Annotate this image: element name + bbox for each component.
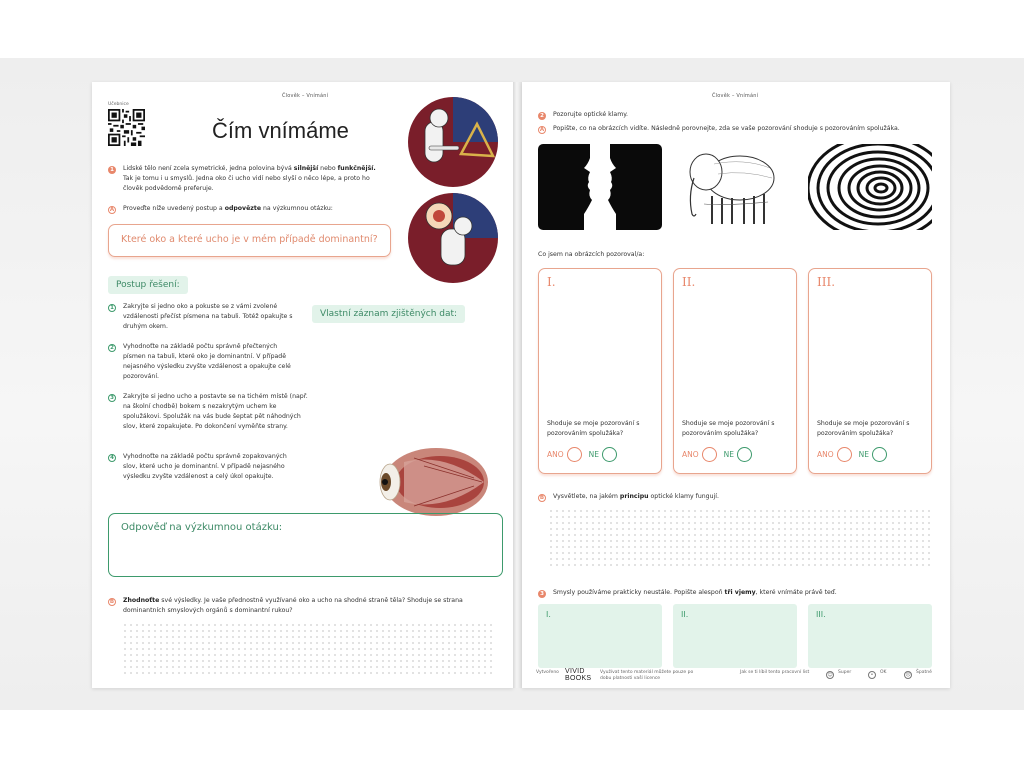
- step-text-1: Zakryjte si jedno oko a pokuste se z vámi zvolené vzdálenosti přečíst písmena na tabuli. Totéž opakujte s druhým okem.: [123, 303, 293, 330]
- breadcrumb: Člověk – Vnímání: [282, 93, 329, 99]
- step-number-4: 4: [108, 454, 116, 462]
- intro-text: Lidské tělo není zcela symetrické, jedna polovina bývá silnější nebo funkčnější. Tak je tomu i u smyslů. Jedna oko či ucho vidí nebo slyší o něco lépe, a proto ho člověk podvědomě preferuje.: [123, 165, 376, 192]
- license-note: Využívat tento materiál můžete pouze po dobu platnosti vaší licence: [600, 670, 694, 681]
- observation-box-2[interactable]: [673, 268, 797, 474]
- neutral-face-icon[interactable]: •: [868, 671, 876, 679]
- observation-box-1[interactable]: [538, 268, 662, 474]
- perception-number: III.: [816, 610, 826, 619]
- qr-label: Učebnice: [108, 102, 129, 107]
- faces-vase-illusion-image: [538, 144, 662, 230]
- perception-box-1[interactable]: [538, 604, 662, 668]
- no-label: NE: [723, 450, 735, 459]
- task-2b-text: Vysvětlete, na jakém principu optické klamy fungují.: [553, 493, 719, 500]
- task-2-text: Pozorujte optické klamy.: [553, 111, 628, 118]
- no-checkbox[interactable]: [602, 447, 617, 462]
- breadcrumb: Člověk – Vnímání: [712, 93, 759, 99]
- step-number-3: 3: [108, 394, 116, 402]
- yes-label: ANO: [547, 450, 564, 459]
- perception-box-3[interactable]: [808, 604, 932, 668]
- perception-number: II.: [681, 610, 689, 619]
- no-checkbox[interactable]: [872, 447, 887, 462]
- observation-number: II.: [682, 275, 696, 289]
- research-question-box: [108, 224, 391, 257]
- task-letter-a: A: [109, 207, 115, 213]
- yes-label: ANO: [817, 450, 834, 459]
- step-text-2: Vyhodnoťte na základě počtu správně přečtených písmen na tabuli, které oko je dominantní. V případě nejasného výsledku zvyšte vzdálenost a opakujte celé pozorování.: [123, 343, 291, 380]
- observed-label: Co jsem na obrázcích pozoroval/a:: [538, 251, 645, 258]
- task-b-text: Zhodnoťte své výsledky. Je vaše přednostně využívané oko a ucho na shodné straně těla? Shoduje se strana dominantních smyslových orgánů s dominantní rukou?: [123, 597, 463, 614]
- observation-question: Shoduje se moje pozorování s pozorováním spolužáka?: [682, 420, 775, 437]
- yes-checkbox[interactable]: [702, 447, 717, 462]
- worksheet-page-right: [522, 82, 950, 688]
- procedure-label: Postup řešení:: [108, 276, 188, 294]
- sad-face-icon[interactable]: ☹: [905, 672, 911, 678]
- senses-illustration: [401, 94, 505, 286]
- answer-choice-row: [682, 447, 752, 462]
- writing-area[interactable]: [548, 508, 934, 566]
- yes-checkbox[interactable]: [837, 447, 852, 462]
- created-by: Vytvořeno: [536, 670, 559, 675]
- task-letter-b: B: [109, 599, 115, 605]
- vividbooks-logo: VIVID BOOKS: [565, 668, 592, 682]
- observation-question: Shoduje se moje pozorování s pozorováním spolužáka?: [817, 420, 910, 437]
- rating-super[interactable]: Super: [838, 670, 852, 675]
- task-letter-b: B: [539, 495, 545, 501]
- step-number-1: 1: [108, 304, 116, 312]
- data-record-label: Vlastní záznam zjištěných dat:: [312, 305, 465, 323]
- book-spine: [513, 82, 522, 688]
- task-a-text: Proveďte níže uvedený postup a odpovězte na výzkumnou otázku:: [123, 205, 333, 212]
- research-question: Které oko a které ucho je v mém případě dominantní?: [121, 234, 378, 245]
- no-label: NE: [588, 450, 600, 459]
- observation-number: III.: [817, 275, 836, 289]
- writing-area[interactable]: [122, 622, 494, 678]
- task-2a-text: Popište, co na obrázcích vidíte. Následně porovnejte, zda se vaše pozorování shoduje s pozorováním spolužáka.: [553, 125, 900, 132]
- rating-ok[interactable]: OK: [880, 670, 887, 675]
- task-number-3: 3: [538, 590, 546, 598]
- rating-prompt: Jak se ti líbil tento pracovní list: [740, 670, 810, 675]
- yes-checkbox[interactable]: [567, 447, 582, 462]
- step-number-2: 2: [108, 344, 116, 352]
- answer-box[interactable]: [108, 513, 503, 577]
- perception-number: I.: [546, 610, 551, 619]
- task-3-text: Smysly používáme prakticky neustále. Popište alespoň tři vjemy, které vnímáte právě teď.: [553, 589, 837, 596]
- no-label: NE: [858, 450, 870, 459]
- answer-choice-row: [817, 447, 887, 462]
- task-letter-a: A: [539, 127, 545, 133]
- perception-box-2[interactable]: [673, 604, 797, 668]
- worksheet-page-left: [92, 82, 513, 688]
- page-title: Čím vnímáme: [212, 118, 349, 143]
- elephant-illusion-image: [674, 144, 798, 230]
- step-text-4: Vyhodnoťte na základě počtu správně zopakovaných slov, které ucho je dominantní. V případě nejasného výsledku zvyšte vzdálenost a celý úkol opakujte.: [123, 453, 287, 480]
- task-number-2: 2: [538, 112, 546, 120]
- answer-choice-row: [547, 447, 617, 462]
- eye-anatomy-illustration: [374, 442, 494, 524]
- answer-label: Odpověď na výzkumnou otázku:: [121, 522, 283, 533]
- qr-code-icon[interactable]: [108, 109, 145, 146]
- no-checkbox[interactable]: [737, 447, 752, 462]
- observation-number: I.: [547, 275, 556, 289]
- happy-face-icon[interactable]: ☺: [827, 672, 833, 678]
- rating-bad[interactable]: Špatné: [916, 670, 932, 675]
- observation-question: Shoduje se moje pozorování s pozorováním spolužáka?: [547, 420, 640, 437]
- spiral-illusion-image: [808, 144, 932, 230]
- yes-label: ANO: [682, 450, 699, 459]
- task-number-1: 1: [108, 166, 116, 174]
- step-text-3: Zakryjte si jedno ucho a postavte se na tichém místě (např. na školní chodbě) bokem s nezakrytým uchem ke spolužákovi. Spolužák na vás bude šeptat pět náhodných slov, které zopakujete. Po dokončení vyměňte strany.: [123, 393, 308, 430]
- observation-box-3[interactable]: [808, 268, 932, 474]
